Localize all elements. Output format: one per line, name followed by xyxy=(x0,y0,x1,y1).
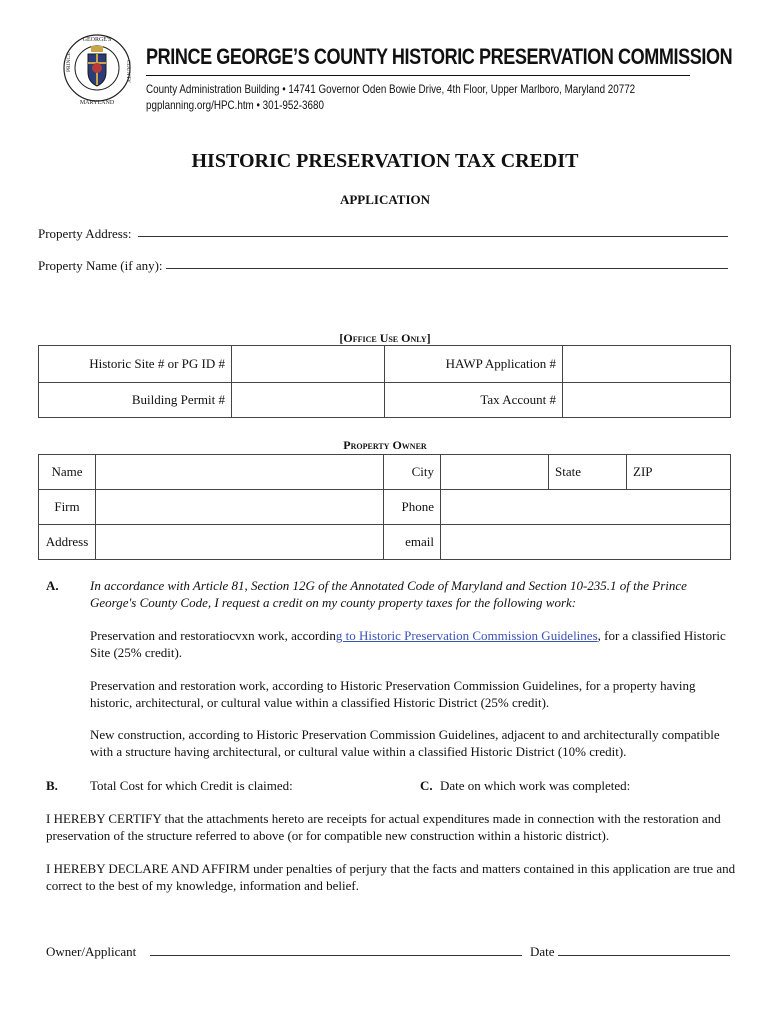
owner-zip-field[interactable] xyxy=(627,455,731,490)
office-use-heading: [Office Use Only] xyxy=(339,331,431,345)
owner-applicant-label: Owner/Applicant xyxy=(46,944,137,959)
hawp-label: HAWP Application # xyxy=(385,346,563,383)
property-name-label: Property Name (if any): xyxy=(38,258,163,273)
signature-date-field[interactable] xyxy=(558,955,730,956)
building-permit-field[interactable] xyxy=(232,383,385,418)
hawp-field[interactable] xyxy=(563,346,731,383)
declare-statement: I HEREBY DECLARE AND AFFIRM under penalties of perjury that the facts and matters contained in this application are true and correct to the best of my knowledge, information and belief. xyxy=(46,861,736,893)
org-title: PRINCE GEORGE’S COUNTY HISTORIC PRESERVATION COMMISSION xyxy=(146,44,733,69)
property-owner-table xyxy=(38,454,731,560)
tax-account-label: Tax Account # xyxy=(385,383,563,418)
county-seal-logo xyxy=(62,28,132,110)
owner-city-field[interactable] xyxy=(441,455,549,490)
owner-firm-field[interactable] xyxy=(96,490,384,525)
property-address-label: Property Address: xyxy=(38,226,132,241)
section-b-marker: B. xyxy=(46,778,58,793)
svg-text:MARYLAND: MARYLAND xyxy=(79,100,115,106)
section-a-option-1[interactable] xyxy=(90,627,730,661)
header-rule xyxy=(146,75,690,76)
office-use-table xyxy=(38,345,731,418)
building-permit-label: Building Permit # xyxy=(39,383,232,418)
document-subtitle: APPLICATION xyxy=(339,192,431,207)
section-a-option-3[interactable]: New construction, according to Historic Preservation Commission Guidelines, adjacent to and architecturally compatible with a structure having architectural, or cultural value within a classified Historic District (10% credit). xyxy=(90,727,720,759)
svg-text:GEORGE'S: GEORGE'S xyxy=(82,37,112,43)
section-a-option-2[interactable]: Preservation and restoration work, according to Historic Preservation Commission Guidelines, for a property having historic, architectural, or cultural value within a classified Historic District (25% credit). xyxy=(90,678,696,710)
address-line: County Administration Building • 14741 Governor Oden Bowie Drive, 4th Floor, Upper Marlboro, Maryland 20772 xyxy=(146,82,636,96)
option-1-text-end: , for a classified Historic Site (25% credit). xyxy=(90,628,726,660)
owner-state-field[interactable] xyxy=(549,455,627,490)
date-label: Date xyxy=(530,944,555,959)
total-cost-label: Total Cost for which Credit is claimed: xyxy=(90,778,293,793)
owner-firm-label: Firm xyxy=(39,490,96,525)
section-a-marker: A. xyxy=(46,578,59,593)
owner-email-field[interactable] xyxy=(441,525,731,560)
completion-date-label: Date on which work was completed: xyxy=(440,778,631,793)
owner-address-label: Address xyxy=(39,525,96,560)
owner-city-label: City xyxy=(384,455,441,490)
svg-text:COUNTY: COUNTY xyxy=(125,60,131,83)
owner-address-field[interactable] xyxy=(96,525,384,560)
property-address-field[interactable] xyxy=(138,236,728,237)
owner-signature-field[interactable] xyxy=(150,955,522,956)
document-title: HISTORIC PRESERVATION TAX CREDIT xyxy=(191,150,579,172)
historic-site-field[interactable] xyxy=(232,346,385,383)
owner-phone-label: Phone xyxy=(384,490,441,525)
owner-state-label: State xyxy=(555,464,581,479)
owner-email-label: email xyxy=(384,525,441,560)
property-name-field[interactable] xyxy=(166,268,728,269)
owner-phone-field[interactable] xyxy=(441,490,731,525)
owner-name-field[interactable] xyxy=(96,455,384,490)
historic-site-label: Historic Site # or PG ID # xyxy=(39,346,232,383)
option-1-text: Preservation and restoratiocvxn work, accordin xyxy=(90,628,336,643)
hpc-guidelines-link[interactable]: g to Historic Preservation Commission Guidelines xyxy=(335,628,598,643)
property-owner-heading: Property Owner xyxy=(343,438,427,452)
svg-text:PRINCE: PRINCE xyxy=(66,52,72,72)
certify-statement: I HEREBY CERTIFY that the attachments hereto are receipts for actual expenditures made in connection with the restoration and preservation of the structure referred to above (or for compatible new construction within a historic district). xyxy=(46,811,721,843)
tax-account-field[interactable] xyxy=(563,383,731,418)
owner-name-label: Name xyxy=(39,455,96,490)
section-c-marker: C. xyxy=(420,778,433,793)
contact-line: pgplanning.org/HPC.htm • 301-952-3680 xyxy=(146,98,324,112)
owner-zip-label: ZIP xyxy=(633,464,653,479)
section-a-intro: In accordance with Article 81, Section 12G of the Annotated Code of Maryland and Section 10-235.1 of the Prince George's County Code, I request a credit on my county property taxes for the following work: xyxy=(90,578,687,610)
